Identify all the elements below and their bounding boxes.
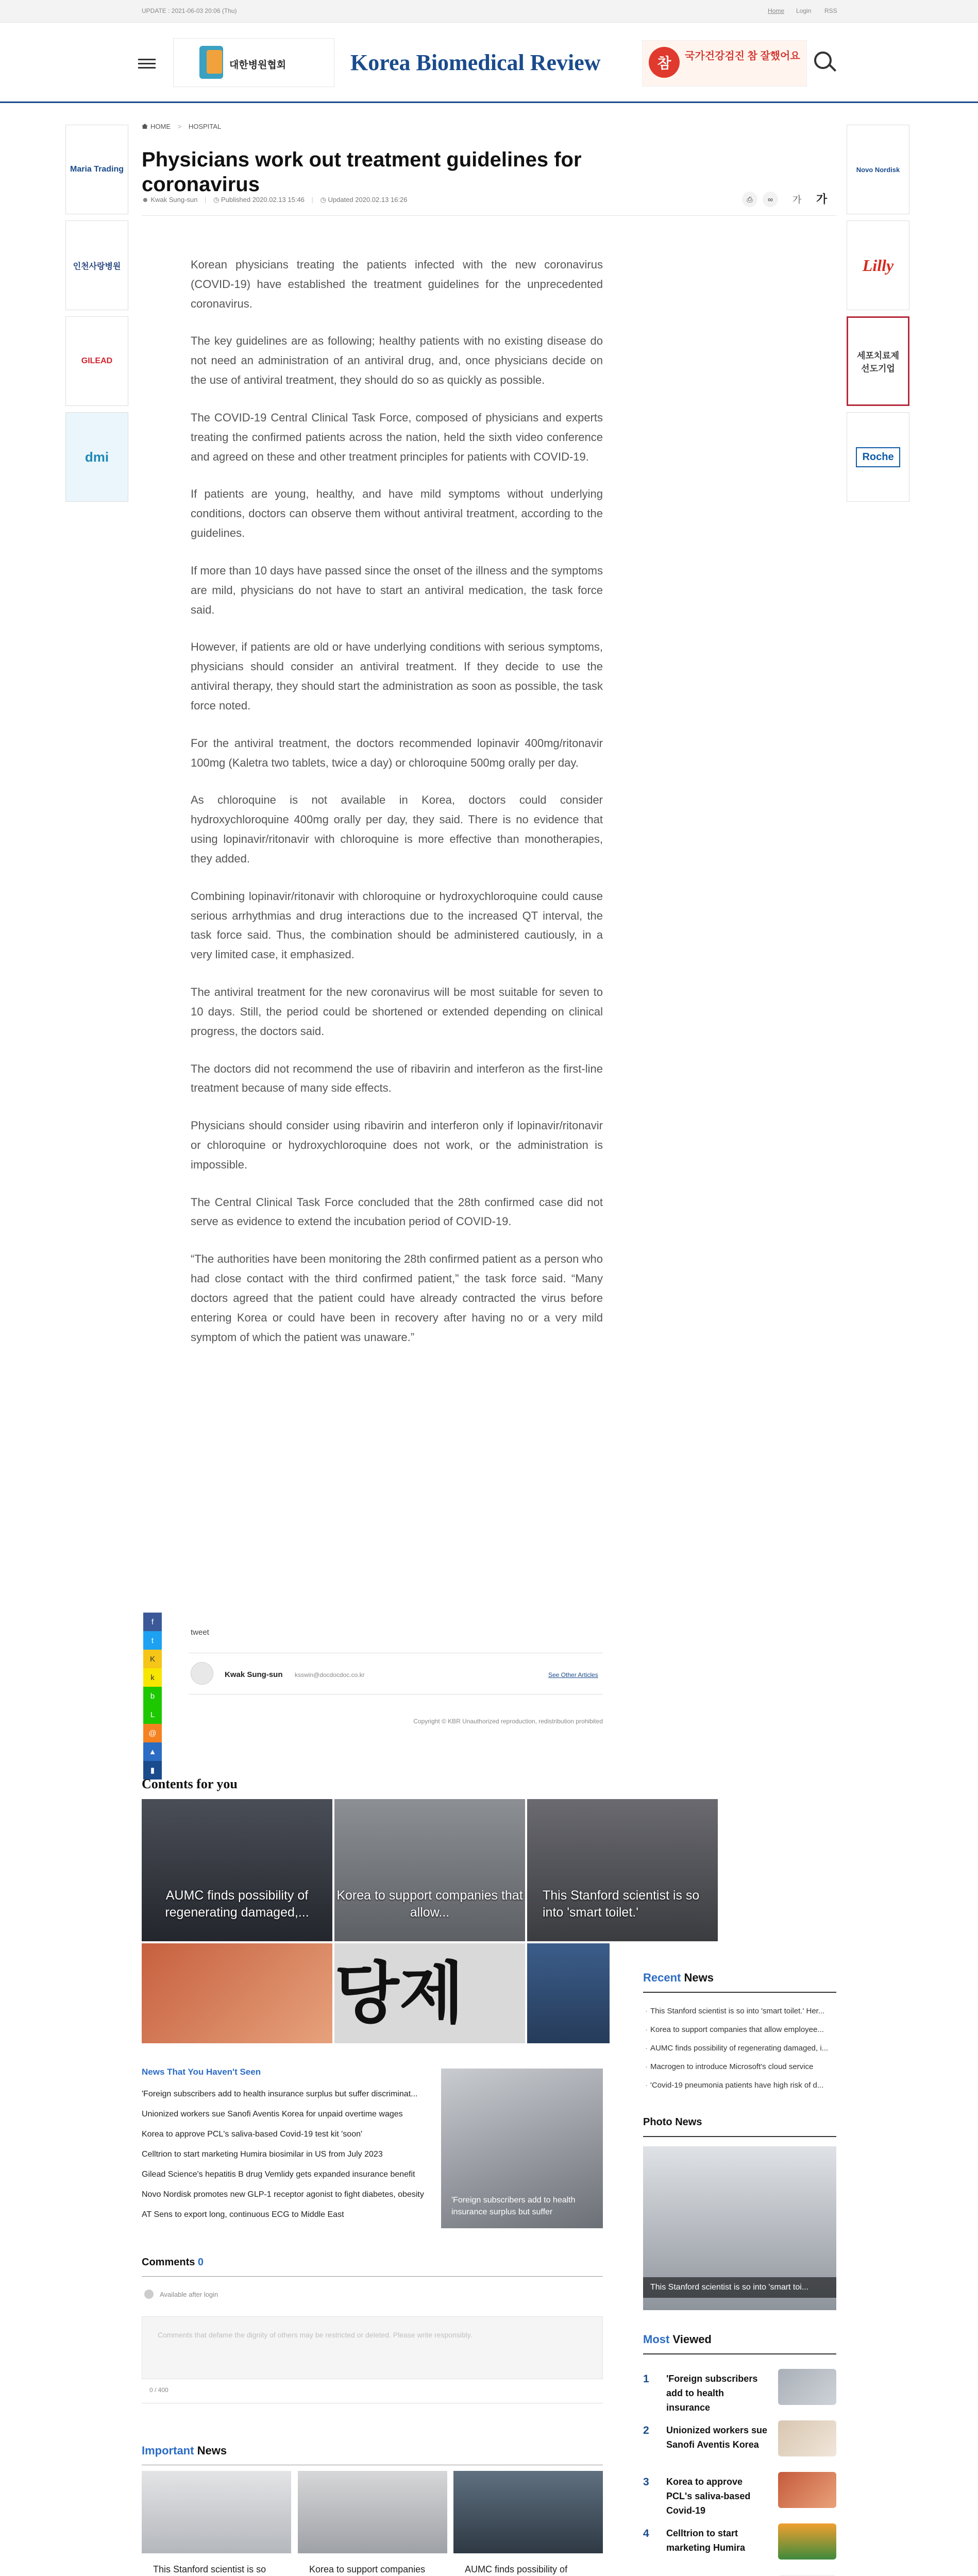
breadcrumb-section[interactable]: HOSPITAL xyxy=(188,123,222,130)
article-paragraph: The key guidelines are as following; healthy patients with no existing disease do not need an administration of an antiviral drug, and, once physicians decide on the use of antiviral treatment, they should do so as quickly as possible. xyxy=(191,334,603,387)
recent-news-heading-a: Recent xyxy=(643,1971,681,1984)
header-ad-text: 국가건강검진 참 잘했어요 xyxy=(685,50,800,62)
news-havent-seen-list xyxy=(142,2084,424,2225)
published-date: Published 2020.02.13 15:46 xyxy=(221,196,305,204)
font-smaller-button[interactable]: 가 xyxy=(792,195,802,205)
right-ad-cell[interactable] xyxy=(847,316,909,406)
divider xyxy=(643,2353,836,2354)
right-ad-label: 세포치료제 선도기업 xyxy=(856,351,900,374)
home-icon[interactable] xyxy=(142,124,148,129)
important-news-heading-b: News xyxy=(197,2444,227,2457)
list-item[interactable]: Unionized workers sue Sanofi Aventis Korea for unpaid overtime wages xyxy=(142,2110,403,2119)
facebook-icon[interactable]: f xyxy=(143,1613,162,1631)
site-title[interactable]: Korea Biomedical Review xyxy=(350,50,601,75)
list-item[interactable]: AT Sens to export long, continuous ECG to Middle East xyxy=(142,2210,344,2219)
content-card-image[interactable]: 당제 xyxy=(334,1943,525,2043)
content-card-caption: AUMC finds possibility of regenerating damaged,... xyxy=(165,1888,309,1920)
most-viewed-thumb xyxy=(778,2420,836,2456)
divider xyxy=(142,215,836,216)
bookmark-icon[interactable]: ▮ xyxy=(143,1761,162,1780)
photo-news-heading: Photo News xyxy=(643,2116,702,2128)
news-feature-image[interactable] xyxy=(441,2069,603,2228)
article-paragraph: For the antiviral treatment, the doctors recommended lopinavir 400mg/ritonavir 100mg (Kaletra two tablets, twice a day) or chloroquine 500mg orally per day. xyxy=(191,736,603,769)
recent-news-heading xyxy=(643,1971,714,1985)
important-news-image xyxy=(298,2471,447,2553)
list-item[interactable]: Korea to approve PCL's saliva-based Covid-19 test kit 'soon' xyxy=(142,2130,363,2139)
author-email[interactable]: ksswin@docdocdoc.co.kr xyxy=(295,1671,365,1679)
important-news-image xyxy=(142,2471,291,2553)
search-icon[interactable] xyxy=(814,52,837,74)
article-paragraph: However, if patients are old or have underlying conditions with serious symptoms, physicians should consider an antiviral treatment. If they decide to use the antiviral therapy, they should start the administration as soon as possible, the task force noted. xyxy=(191,640,603,712)
rank-number: 2 xyxy=(643,2425,649,2436)
user-icon xyxy=(144,2290,154,2299)
right-ad-lilly[interactable] xyxy=(847,221,909,310)
list-item[interactable]: · 'Covid-19 pneumonia patients have high risk of d... xyxy=(645,2076,836,2095)
left-ad-label: Maria Trading xyxy=(70,165,124,174)
article-meta: ☻ Kwak Sung-sun | ◷ Published 2020.02.13 15:46 | ◷ Updated 2020.02.13 16:26 xyxy=(142,196,408,204)
breadcrumb-home[interactable]: HOME xyxy=(150,123,171,130)
left-ad-label: 인천사랑병원 xyxy=(73,262,121,271)
most-viewed-item[interactable] xyxy=(643,2420,836,2472)
article-paragraph: If more than 10 days have passed since the onset of the illness and the symptoms are mild, physicians do not have to start an antiviral medication, the task force said. xyxy=(191,564,603,616)
content-card-caption: This Stanford scientist is so into 'smart toilet.' xyxy=(543,1888,700,1920)
important-news-card[interactable] xyxy=(453,2471,603,2576)
left-ad-dmi[interactable] xyxy=(65,412,128,502)
article-paragraph: The doctors did not recommend the use of ribavirin and interferon as the first-line treatment because of many side effects. xyxy=(191,1062,603,1095)
list-item[interactable]: · This Stanford scientist is so into 'smart toilet.' Her... xyxy=(645,2002,836,2021)
most-viewed-title: Unionized workers sue Sanofi Aventis Korea xyxy=(666,2425,768,2450)
recent-news-heading-b: News xyxy=(684,1971,714,1984)
right-ad-label: Roche xyxy=(856,447,900,467)
left-ad-maria[interactable] xyxy=(65,125,128,214)
content-card[interactable] xyxy=(527,1799,718,1941)
photo-news-caption: This Stanford scientist is so into 'smart toi... xyxy=(643,2277,836,2298)
content-card-image[interactable] xyxy=(142,1943,332,2043)
naver-band-icon[interactable]: b xyxy=(143,1687,162,1705)
article-copyright: Copyright © KBR Unauthorized reproduction, redistribution prohibited xyxy=(413,1718,603,1725)
news-havent-seen-heading: News That You Haven't Seen xyxy=(142,2067,261,2077)
right-ad-label: Novo Nordisk xyxy=(856,165,900,174)
article-paragraph: If patients are young, healthy, and have mild symptoms without underlying conditions, doctors can observe them without antiviral treatment, according to the guidelines. xyxy=(191,487,603,540)
clock-icon: ◷ xyxy=(320,196,326,204)
content-card-caption: Korea to support companies that allow... xyxy=(336,1888,523,1920)
most-viewed-thumb xyxy=(778,2523,836,2560)
news-feature-caption: 'Foreign subscribers add to health insurance surplus but suffer xyxy=(451,2195,576,2216)
photo-news-image[interactable] xyxy=(643,2146,836,2310)
article-paragraph: Combining lopinavir/ritonavir with chloroquine or hydroxychloroquine could cause serious arrhythmias and drug interactions due to the increased QT interval, the task force said. Thus, the combination should be administered cautiously, in a very limited case, it emphasized. xyxy=(191,889,603,961)
rank-number: 4 xyxy=(643,2528,649,2539)
share-icon[interactable]: ▲ xyxy=(143,1742,162,1761)
breadcrumb: HOME > HOSPITAL xyxy=(142,123,221,130)
most-viewed-title: Korea to approve PCL's saliva-based Covid-19 xyxy=(666,2477,751,2516)
right-ad-novo[interactable] xyxy=(847,125,909,214)
font-larger-button[interactable]: 가 xyxy=(816,193,828,206)
update-date: UPDATE : 2021-06-03 20:06 (Thu) xyxy=(142,7,237,14)
list-item[interactable]: · Macrogen to introduce Microsoft's cloud service xyxy=(645,2058,836,2076)
content-card-image[interactable] xyxy=(527,1943,610,2043)
site-header xyxy=(0,23,978,103)
important-news-title: AUMC finds possibility of xyxy=(465,2564,568,2574)
list-item[interactable]: Gilead Science's hepatitis B drug Vemlidy gets expanded insurance benefit xyxy=(142,2170,415,2179)
login-note: Available after login xyxy=(160,2291,218,2298)
comment-textarea[interactable]: Comments that defame the dignity of others may be restricted or deleted. Please write responsibly. xyxy=(142,2316,603,2379)
comment-counter: 0 / 400 xyxy=(149,2386,168,2394)
comments-heading xyxy=(142,2257,204,2268)
twitter-icon[interactable]: t xyxy=(143,1631,162,1650)
list-item[interactable]: Novo Nordisk promotes new GLP-1 receptor agonist to fight diabetes, obesity xyxy=(142,2190,424,2199)
most-viewed-title: Celltrion to start marketing Humira xyxy=(666,2528,746,2553)
contents-for-you-heading: Contents for you xyxy=(142,1776,238,1791)
divider xyxy=(643,2136,836,2137)
most-viewed-item[interactable] xyxy=(643,2523,836,2575)
rank-number: 1 xyxy=(643,2373,649,2385)
important-news-image xyxy=(453,2471,603,2553)
divider xyxy=(142,2276,603,2277)
important-news-title: Korea to support companies xyxy=(309,2564,426,2574)
most-viewed-thumb xyxy=(778,2472,836,2508)
comments-count: 0 xyxy=(197,2257,204,2268)
most-viewed-thumb xyxy=(778,2369,836,2405)
article-paragraph: As chloroquine is not available in Korea, doctors could consider hydroxychloroquine 400mg orally per day, they said. There is no evidence that using lopinavir/ritonavir with chloroquine is more effective than monotherapies, they added. xyxy=(191,793,603,865)
most-viewed-item[interactable] xyxy=(643,2472,836,2523)
other-articles-link[interactable]: See Other Articles xyxy=(548,1671,598,1679)
clock-icon: ◷ xyxy=(213,196,220,204)
content-card[interactable] xyxy=(334,1799,525,1941)
mail-icon[interactable]: @ xyxy=(143,1724,162,1742)
left-ad-gilead[interactable] xyxy=(65,316,128,406)
most-viewed-heading-a: Most xyxy=(643,2333,670,2346)
byline-author: Kwak Sung-sun xyxy=(225,1670,283,1679)
header-ad-banner[interactable]: 참 국가건강검진 참 잘했어요 xyxy=(642,40,807,87)
important-news-title: This Stanford scientist is so xyxy=(153,2564,266,2574)
author-icon: ☻ xyxy=(142,196,149,204)
important-news-heading xyxy=(142,2444,227,2458)
left-ad-incheon[interactable] xyxy=(65,221,128,310)
article-body xyxy=(191,255,603,1365)
avatar xyxy=(191,1662,213,1685)
article-paragraph: “The authorities have been monitoring the 28th confirmed patient as a person who had close contact with the third confirmed patient,” the task force said. “Many doctors agreed that the patient could have already contracted the virus before entering Korea or could have been in recovery after having no or a very mild symptom of which the patient was unaware.” xyxy=(191,1252,603,1344)
article-paragraph: The antiviral treatment for the new coronavirus will be most suitable for seven to 10 days. Still, the period could be shortened or extended depending on clinical progress, the doctors said. xyxy=(191,986,603,1038)
content-card[interactable] xyxy=(142,1799,332,1941)
line-icon[interactable]: L xyxy=(143,1705,162,1724)
print-icon[interactable]: ⎙ xyxy=(742,192,757,207)
left-ad-label: GILEAD xyxy=(81,357,113,365)
login-link[interactable]: Login xyxy=(796,7,812,14)
important-news-heading-a: Important xyxy=(142,2444,194,2457)
list-item[interactable]: · Korea to support companies that allow employee... xyxy=(645,2021,836,2039)
list-item[interactable]: · AUMC finds possibility of regenerating damaged, i... xyxy=(645,2039,836,2058)
article-paragraph: Physicians should consider using ribavirin and interferon only if lopinavir/ritonavir or chloroquine or hydroxychloroquine does not work, or the administration is impossible. xyxy=(191,1119,603,1171)
rank-number: 3 xyxy=(643,2476,649,2488)
left-ad-label: dmi xyxy=(85,449,109,465)
article-paragraph: The COVID-19 Central Clinical Task Force, composed of physicians and experts treating the confirmed patients across the nation, held the sixth video conference and agreed on these and other treatment principles for patients with COVID-19. xyxy=(191,411,603,463)
rss-link[interactable]: RSS xyxy=(824,7,837,14)
author-name: Kwak Sung-sun xyxy=(150,196,198,204)
updated-date: Updated 2020.02.13 16:26 xyxy=(328,196,408,204)
most-viewed-title: 'Foreign subscribers add to health insurance xyxy=(666,2374,758,2413)
kha-logo[interactable] xyxy=(173,38,334,87)
most-viewed-item[interactable] xyxy=(643,2369,836,2420)
article-paragraph: Korean physicians treating the patients infected with the new coronavirus (COVID-19) have established the treatment guidelines for the unprecedented coronavirus. xyxy=(191,258,603,310)
link-icon[interactable]: ∞ xyxy=(763,192,778,207)
top-bar xyxy=(0,0,978,23)
comments-heading-label: Comments xyxy=(142,2257,195,2268)
kakao-story-icon[interactable]: K xyxy=(143,1650,162,1668)
divider xyxy=(643,1992,836,1993)
important-news-card[interactable] xyxy=(142,2471,291,2576)
kha-logo-text: 대한병원협회 xyxy=(229,60,286,71)
right-ad-roche[interactable] xyxy=(847,412,909,502)
home-link[interactable]: Home xyxy=(768,7,785,14)
tweet-label[interactable]: tweet xyxy=(191,1628,209,1637)
recent-news-list xyxy=(645,2002,836,2095)
right-ad-label: Lilly xyxy=(862,256,894,275)
most-viewed-heading xyxy=(643,2333,712,2346)
list-item[interactable]: 'Foreign subscribers add to health insurance surplus but suffer discriminat... xyxy=(142,2090,418,2098)
article-title: Physicians work out treatment guidelines for coronavirus xyxy=(142,148,582,196)
menu-icon[interactable] xyxy=(138,57,156,72)
list-item[interactable]: Celltrion to start marketing Humira biosimilar in US from July 2023 xyxy=(142,2150,383,2159)
important-news-card[interactable] xyxy=(298,2471,447,2576)
kakao-talk-icon[interactable]: k xyxy=(143,1668,162,1687)
article-paragraph: The Central Clinical Task Force concluded that the 28th confirmed case did not serve as evidence to extend the incubation period of COVID-19. xyxy=(191,1195,603,1228)
most-viewed-heading-b: Viewed xyxy=(672,2333,712,2346)
